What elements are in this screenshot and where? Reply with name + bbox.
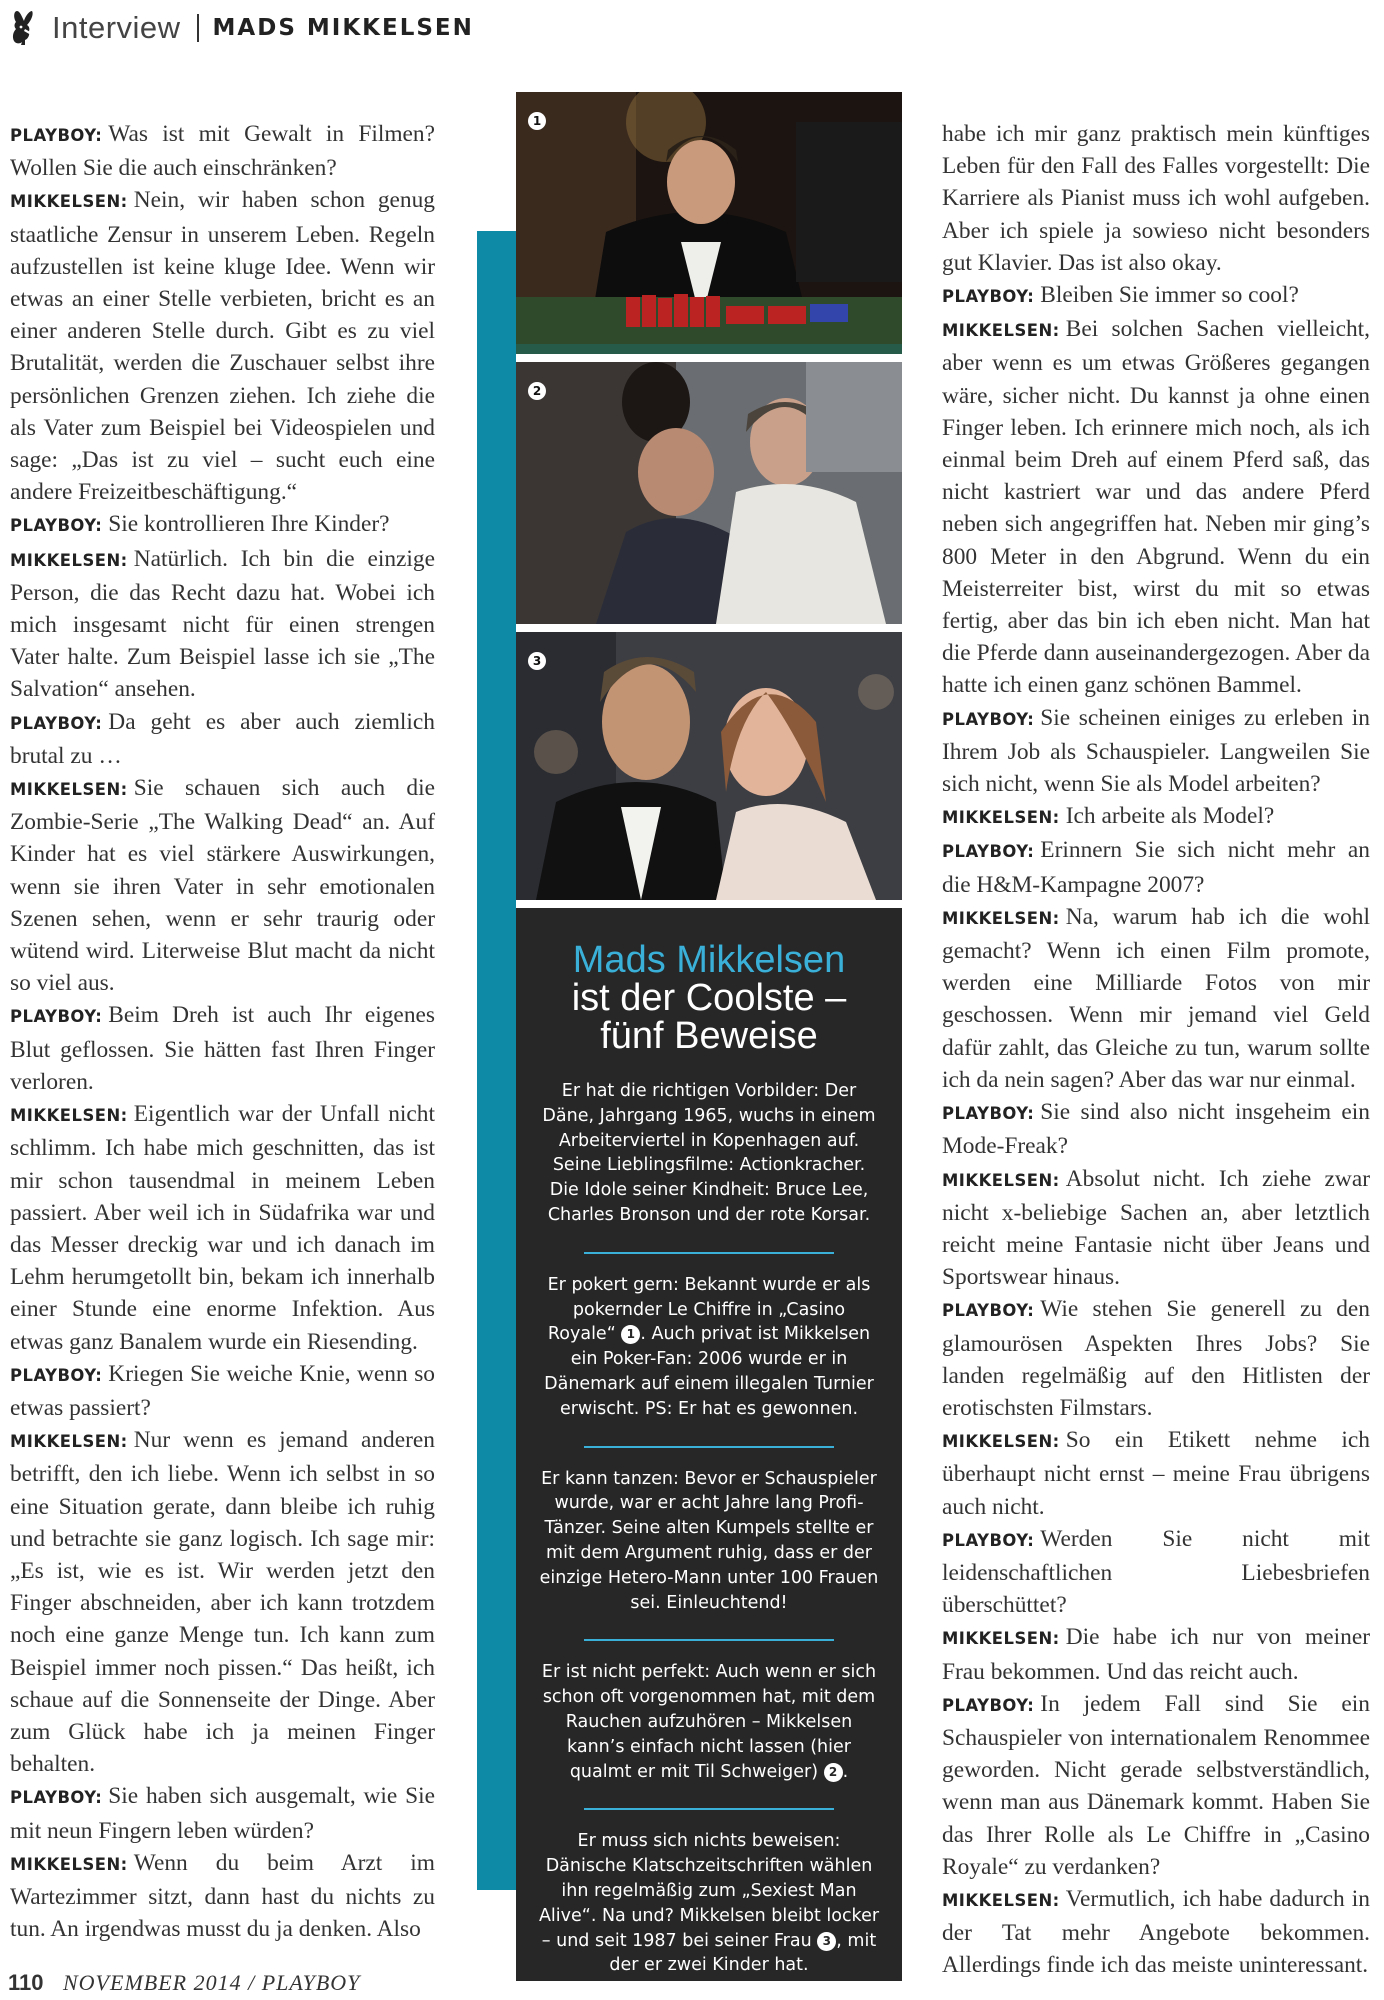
interview-paragraph: [942, 1883, 1370, 1982]
paragraph-text: Wenn du beim Arzt im Wartezimmer sitzt, dann hast du nichts zu tun. An irgendwas musst du ja denken. Also: [10, 1849, 435, 1943]
interview-paragraph: [942, 118, 1370, 279]
interview-paragraph: [942, 1163, 1370, 1294]
photo-number-2: 2: [528, 382, 546, 400]
page-footer: [8, 1970, 360, 1996]
speaker-mikkelsen: MIKKELSEN:: [942, 1629, 1060, 1649]
interview-subject: MADS MIKKELSEN: [212, 15, 474, 41]
paragraph-text: Nur wenn es jemand anderen betrifft, den ich liebe. Wenn ich selbst in so eine Situation gerate, dann bleibe ich ruhig und betrachte sie ganz logisch. Ich sage mir: „Es ist, wie es ist. Wir werden jetzt den Finger abschneiden, aber ich kann trotzdem noch eine ganze Menge tun. Ich kann zum Beispiel immer noch pissen.“ Das heißt, ich schaue auf die Sonnenseite der Dinge. Aber zum Glück habe ich ja meinen Finger behalten.: [10, 1427, 435, 1778]
interview-paragraph: [942, 1096, 1370, 1162]
interview-paragraph: [10, 1424, 435, 1780]
speaker-mikkelsen: MIKKELSEN:: [942, 321, 1060, 341]
interview-paragraph: [10, 508, 435, 542]
section-label: Interview: [52, 10, 181, 45]
photo-number-3: 3: [528, 652, 546, 670]
sidebar-divider: [584, 1252, 834, 1254]
paragraph-text: So ein Etikett nehme ich überhaupt nicht ernst – meine Frau übrigens auch nicht.: [942, 1427, 1370, 1520]
interview-paragraph: [942, 702, 1370, 801]
paragraph-text: Sie kontrollieren Ihre Kinder?: [108, 511, 390, 538]
paragraph-text: Vermutlich, ich habe dadurch in der Tat mehr Angebote bekommen. Allerdings finde ich das meiste uninteressant.: [942, 1885, 1370, 1979]
paragraph-text: Bei solchen Sachen vielleicht, aber wenn es um etwas Größeres gegangen wäre, sicher nicht. Du kannst ja ohne einen Finger leben. Ich erinnere mich noch, als ich einmal beim Dreh auf einem Pferd saß, das nicht kastriert war und das andere Pferd neben sich angegriffen hat. Neben mir ging’s 800 Meter in den Abgrund. Wenn du ein Meisterreiter bist, wirst du mit so etwas fertig, aber das bin ich eben nicht. Man hat die Pferde dann auseinandergezogen. Aber da hatte ich einen ganz schönen Bammel.: [942, 316, 1370, 699]
paragraph-text: Ich arbeite als Model?: [1065, 803, 1275, 830]
speaker-playboy: PLAYBOY:: [942, 1695, 1035, 1715]
sidebar-item: [516, 1079, 902, 1228]
speaker-playboy: PLAYBOY:: [10, 1007, 103, 1027]
sidebar-box: [516, 908, 902, 1981]
speaker-mikkelsen: MIKKELSEN:: [942, 908, 1060, 928]
paragraph-text: Sie schauen sich auch die Zombie-Serie „The Walking Dead“ an. Auf Kinder hat es viel stärkere Auswirkungen, wenn sie ihren Vater in sehr emotionalen Szenen sehen, wenn er sehr traurig oder wütend wird. Literweise Blut macht da nicht so viel aus.: [10, 775, 435, 997]
paragraph-text: Wie stehen Sie generell zu den glamourösen Aspekten Ihres Jobs? Sie landen regelmäßig auf den Hitlisten der erotischsten Filmstars.: [942, 1296, 1370, 1421]
interview-paragraph: [10, 1780, 435, 1846]
interview-paragraph: [10, 772, 435, 999]
sidebar-title-line3: fünf Beweise: [600, 1015, 818, 1057]
interview-paragraph: [10, 118, 435, 184]
interview-paragraph: [10, 543, 435, 706]
sidebar-item: [516, 1467, 902, 1616]
paragraph-text: Na, warum hab ich die wohl gemacht? Wenn ich einen Film promote, werden eine Milliarde Fotos von mir geschossen. Wenn mir jemand viel Geld dafür zahlt, das Gleiche zu tun, warum sollte ich da nein sagen? Aber das war nur einmal.: [942, 903, 1370, 1093]
speaker-playboy: PLAYBOY:: [942, 1301, 1035, 1321]
sidebar-item: [516, 1660, 902, 1784]
interview-paragraph: [10, 1358, 435, 1424]
speaker-mikkelsen: MIKKELSEN:: [10, 1106, 128, 1126]
speaker-playboy: PLAYBOY:: [10, 1365, 103, 1385]
photo-number-1: 1: [528, 112, 546, 130]
speaker-playboy: PLAYBOY:: [942, 842, 1035, 862]
sidebar-item-text: Er ist nicht perfekt: Auch wenn er sich schon oft vorgenommen hat, mit dem Rauchen aufzuhören – Mikkelsen kann’s einfach nicht lassen (hier qualmt er mit Til Schweiger): [541, 1662, 877, 1782]
couple-photo-image: [516, 632, 902, 900]
sidebar-title-line1: Mads Mikkelsen: [572, 939, 846, 981]
sidebar-item-text-after: . Auch privat ist Mikkelsen ein Poker-Fan: 2006 wurde er in Dänemark auf einem illegalen Turnier erwischt. PS: Er hat es gewonnen.: [544, 1324, 874, 1419]
interview-paragraph: [942, 834, 1370, 900]
page-header: [8, 6, 608, 50]
paragraph-text: Sie scheinen einiges zu erleben in Ihrem Job als Schauspieler. Langweilen Sie sich nicht, wenn Sie als Model arbeiten?: [942, 704, 1370, 798]
interview-paragraph: [942, 279, 1370, 313]
photo-reference-badge: 3: [817, 1932, 836, 1951]
sidebar-divider: [584, 1808, 834, 1810]
sidebar-item: [516, 1273, 902, 1422]
speaker-mikkelsen: MIKKELSEN:: [942, 1170, 1060, 1190]
interview-paragraph: [10, 1847, 435, 1946]
speaker-mikkelsen: MIKKELSEN:: [10, 550, 128, 570]
speaker-mikkelsen: MIKKELSEN:: [10, 1432, 128, 1452]
sidebar-items: [516, 1079, 902, 1978]
sidebar-divider: [584, 1639, 834, 1641]
speaker-mikkelsen: MIKKELSEN:: [942, 1432, 1060, 1452]
paragraph-text: Die habe ich nur von meiner Frau bekommen. Und das reicht auch.: [942, 1624, 1370, 1685]
photo-smoking: [516, 362, 902, 624]
sidebar-item-text: Er muss sich nichts beweisen: Dänische Klatschzeitschriften wählen ihn regelmäßig zum „Sexiest Man Alive“. Na und? Mikkelsen bleibt locker – und seit 1987 bei seiner Frau: [538, 1831, 880, 1951]
speaker-playboy: PLAYBOY:: [942, 709, 1035, 729]
paragraph-text: Eigentlich war der Unfall nicht schlimm. Ich habe mich geschnitten, das ist mir schon tausendmal in meinem Leben passiert. Aber weil ich in Südafrika war und das Messer dreckig war und ich danach im Lehm herumgetollt bin, bekam ich innerhalb einer Stunde eine enorme Infektion. Aus etwas ganz Banalem wurde ein Riesending.: [10, 1101, 435, 1355]
paragraph-text: Erinnern Sie sich nicht mehr an die H&M-Kampagne 2007?: [942, 837, 1370, 898]
speaker-playboy: PLAYBOY:: [10, 516, 103, 536]
speaker-playboy: PLAYBOY:: [10, 1788, 103, 1808]
sidebar-item-text-after: .: [842, 1761, 849, 1782]
speaker-playboy: PLAYBOY:: [942, 1104, 1035, 1124]
header-divider: [197, 14, 199, 42]
paragraph-text: habe ich mir ganz praktisch mein künftiges Leben für den Fall des Falles vorgestellt: Die Karriere als Pianist muss ich wohl aufgeben. Aber ich spiele ja sowieso nicht besonders gut Klavier. Das ist also okay.: [942, 121, 1370, 276]
speaker-playboy: PLAYBOY:: [10, 713, 103, 733]
right-column: [942, 118, 1370, 1982]
speaker-mikkelsen: MIKKELSEN:: [942, 808, 1060, 828]
sidebar-title: [516, 941, 902, 1055]
paragraph-text: Absolut nicht. Ich ziehe zwar nicht x-beliebige Sachen an, aber letztlich reicht meine Fantasie nicht über Jeans und Sportswear hinaus.: [942, 1165, 1370, 1291]
paragraph-text: Nein, wir haben schon genug staatliche Zensur in unserem Leben. Regeln aufzustellen ist keine kluge Idee. Wenn wir etwas an einer Stelle verbieten, bricht es an einer anderen Stelle durch. Gibt es zu viel Brutalität, werden die Zuschauer selbst ihre persönlichen Grenzen ziehen. Ich ziehe die als Vater zum Beispiel bei Videospielen und sage: „Das ist zu viel – sucht euch eine andere Freizeitbeschäftigung.“: [10, 187, 435, 506]
interview-paragraph: [942, 800, 1370, 834]
photo-casino: [516, 92, 902, 354]
paragraph-text: Beim Dreh ist auch Ihr eigenes Blut geflossen. Sie hätten fast Ihren Finger verloren.: [10, 1002, 435, 1095]
issue-label: NOVEMBER 2014 / PLAYBOY: [63, 1970, 361, 1995]
interview-paragraph: [942, 313, 1370, 701]
speaker-mikkelsen: MIKKELSEN:: [10, 780, 128, 800]
bunny-logo-icon: [8, 9, 38, 47]
sidebar-divider: [584, 1446, 834, 1448]
sidebar-title-line2: ist der Coolste –: [571, 977, 847, 1019]
interview-paragraph: [10, 1098, 435, 1358]
sidebar-item: [516, 1829, 902, 1978]
interview-paragraph: [942, 1688, 1370, 1883]
speaker-mikkelsen: MIKKELSEN:: [10, 1854, 128, 1874]
interview-paragraph: [942, 1621, 1370, 1687]
smoking-photo-image: [516, 362, 902, 624]
paragraph-text: Sie sind also nicht insgeheim ein Mode-Freak?: [942, 1099, 1370, 1160]
casino-photo-image: [516, 92, 902, 354]
paragraph-text: Da geht es aber auch ziemlich brutal zu …: [10, 708, 435, 769]
interview-paragraph: [942, 1293, 1370, 1424]
speaker-mikkelsen: MIKKELSEN:: [942, 1890, 1060, 1910]
paragraph-text: Natürlich. Ich bin die einzige Person, die das Recht dazu hat. Wobei ich mich insgesamt nicht für einen strengen Vater halte. Zum Beispiel lasse ich sie „The Salvation“ ansehen.: [10, 545, 435, 703]
accent-bar: [477, 231, 516, 1890]
paragraph-text: Werden Sie nicht mit leidenschaftlichen Liebesbriefen überschüttet?: [942, 1525, 1370, 1619]
paragraph-text: Was ist mit Gewalt in Filmen? Wollen Sie die auch einschränken?: [10, 121, 435, 182]
paragraph-text: Sie haben sich ausgemalt, wie Sie mit neun Fingern leben würden?: [10, 1783, 435, 1844]
paragraph-text: Kriegen Sie weiche Knie, wenn so etwas passiert?: [10, 1360, 435, 1421]
left-column: [10, 118, 435, 1945]
page-number: 110: [8, 1970, 44, 1995]
interview-paragraph: [942, 1523, 1370, 1622]
speaker-playboy: PLAYBOY:: [10, 126, 103, 145]
sidebar-item-text: Er kann tanzen: Bevor er Schauspieler wurde, war er acht Jahre lang Profi-Tänzer. Seine alten Kumpels stellte er mit dem Argument ruhig, dass er der einzige Hetero-Mann unter 100 Frauen sei. Einleuchtend!: [539, 1468, 879, 1613]
speaker-playboy: PLAYBOY:: [942, 287, 1035, 307]
interview-paragraph: [10, 184, 435, 508]
photo-reference-badge: 1: [621, 1325, 640, 1344]
speaker-playboy: PLAYBOY:: [942, 1530, 1035, 1550]
paragraph-text: In jedem Fall sind Sie ein Schauspieler von internationalem Renommee geworden. Nicht gerade selbstverständlich, wenn man aus Dänemark kommt. Haben Sie das Ihrer Rolle als Le Chiffre in „Casino Royale“ zu verdanken?: [942, 1690, 1370, 1880]
photo-reference-badge: 2: [824, 1763, 843, 1782]
speaker-mikkelsen: MIKKELSEN:: [10, 192, 128, 212]
paragraph-text: Bleiben Sie immer so cool?: [1040, 282, 1299, 309]
sidebar-item-text: Er pokert gern: Bekannt wurde er als pokernder Le Chiffre in „Casino Royale“: [547, 1274, 871, 1345]
sidebar-item-text-after: , mit der er zwei Kinder hat.: [609, 1930, 877, 1976]
interview-paragraph: [942, 1424, 1370, 1523]
sidebar-item-text: Er hat die richtigen Vorbilder: Der Däne, Jahrgang 1965, wuchs in einem Arbeiterviertel in Kopenhagen auf. Seine Lieblingsfilme: Actionkracher. Die Idole seiner Kindheit: Bruce Lee, Charles Bronson und der rote Korsar.: [542, 1081, 876, 1225]
interview-paragraph: [10, 706, 435, 772]
interview-paragraph: [942, 901, 1370, 1096]
interview-paragraph: [10, 999, 435, 1098]
photo-couple: [516, 632, 902, 900]
